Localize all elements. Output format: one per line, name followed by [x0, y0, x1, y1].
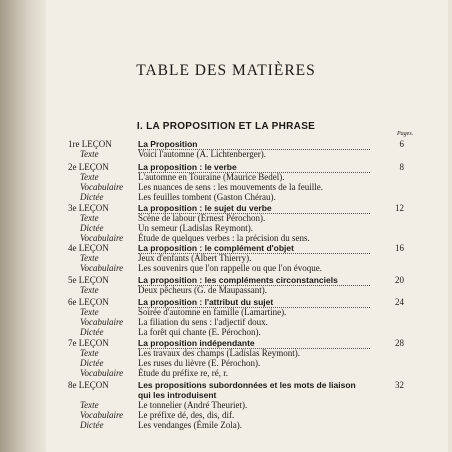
- page-number: 24: [395, 297, 404, 307]
- entry-text: Le tonnelier (André Theuriet).: [138, 400, 248, 410]
- lesson-title: La proposition : le sujet du verbe: [138, 203, 370, 214]
- lesson-title: La proposition : les compléments circonstanciels: [138, 275, 370, 286]
- entry-label: Texte: [80, 172, 99, 182]
- page-number: 12: [395, 203, 404, 213]
- lesson-label: 3e LEÇON: [68, 203, 109, 213]
- entry-label: Texte: [80, 213, 99, 223]
- lesson-title: La proposition : l'attribut du sujet: [138, 297, 370, 308]
- entry-text: La filiation du sens : l'adjectif doux.: [138, 317, 268, 327]
- entry-text: Voici l'automne (A. Lichtenberger).: [138, 149, 266, 159]
- lesson-label: 6e LEÇON: [68, 297, 109, 307]
- page-number: 8: [399, 162, 404, 172]
- lesson-title: La proposition indépendante: [138, 338, 370, 349]
- lesson-label: 1re LEÇON: [68, 139, 112, 149]
- entry-label: Vocabulaire: [80, 233, 124, 243]
- lesson-7: [68, 338, 404, 378]
- entry-text: Les souvenirs que l'on rappelle ou que l'on évoque.: [138, 263, 322, 273]
- entry-text: Étude de quelques verbes : la précision du sens.: [138, 233, 310, 243]
- entry-label: Dictée: [80, 223, 104, 233]
- pages-column-label: Pages.: [397, 131, 414, 137]
- entry-text: Les vendanges (Émile Zola).: [138, 420, 242, 430]
- lesson-6: [68, 297, 404, 337]
- lesson-label: 7e LEÇON: [68, 338, 109, 348]
- entry-text: Jeux d'enfants (Albert Thierry).: [138, 253, 252, 263]
- entry-label: Dictée: [80, 420, 104, 430]
- page-number: 6: [399, 139, 404, 149]
- entry-label: Texte: [80, 253, 99, 263]
- page-number: 20: [395, 275, 404, 285]
- lesson-label: 2e LEÇON: [68, 162, 109, 172]
- lesson-label: 4e LEÇON: [68, 243, 109, 253]
- entry-text: Un semeur (Ladislas Reymont).: [138, 223, 253, 233]
- entry-text: Étude du préfixe re, ré, r.: [138, 368, 228, 378]
- part-heading: I. LA PROPOSITION ET LA PHRASE: [136, 121, 316, 132]
- entry-text: Les ruses du lièvre (E. Pérochon).: [138, 358, 261, 368]
- entry-text: Les nuances de sens : les mouvements de la feuille.: [138, 182, 323, 192]
- entry-text: Deux pêcheurs (G. de Maupassant).: [138, 285, 267, 295]
- entry-text: Scène de labour (Ernest Pérochon).: [138, 213, 266, 223]
- entry-label: Texte: [80, 149, 99, 159]
- entry-label: Texte: [80, 400, 99, 410]
- lesson-8: [68, 380, 404, 430]
- lesson-label: 8e LEÇON: [68, 380, 109, 390]
- page-number: 16: [395, 243, 404, 253]
- lesson-label: 5e LEÇON: [68, 275, 109, 285]
- page-number: 28: [395, 338, 404, 348]
- lesson-title: La proposition : le complément d'objet: [138, 243, 370, 254]
- entry-label: Vocabulaire: [80, 317, 124, 327]
- lesson-title: La proposition : le verbe: [138, 162, 370, 173]
- entry-label: Vocabulaire: [80, 263, 124, 273]
- entry-label: Texte: [80, 307, 99, 317]
- entry-text: Les feuilles tombent (Gaston Chérau).: [138, 192, 276, 202]
- entry-text: Les travaux des champs (Ladislas Reymont).: [138, 348, 300, 358]
- lesson-3: [68, 203, 404, 243]
- lesson-2: [68, 162, 404, 202]
- lesson-4: [68, 243, 404, 273]
- lesson-5: [68, 275, 404, 295]
- lesson-1: [68, 139, 404, 159]
- page-number: 32: [395, 380, 404, 390]
- lesson-title: Les propositions subordonnées et les mots de liaison qui les introduisent: [138, 380, 356, 400]
- entry-label: Vocabulaire: [80, 410, 124, 420]
- entry-text: La forêt qui chante (E. Pérochon).: [138, 327, 261, 337]
- entry-label: Dictée: [80, 192, 104, 202]
- entry-label: Dictée: [80, 358, 104, 368]
- entry-text: L'automne en Touraine (Maurice Bedel).: [138, 172, 285, 182]
- entry-text: Le préfixe dé, des, dis, dif.: [138, 410, 235, 420]
- page-title: TABLE DES MATIÈRES: [136, 62, 316, 79]
- entry-label: Texte: [80, 348, 99, 358]
- entry-label: Vocabulaire: [80, 182, 124, 192]
- entry-text: Soirée d'automne en famille (Lamartine).: [138, 307, 287, 317]
- lesson-title: La Proposition: [138, 139, 370, 150]
- entry-label: Dictée: [80, 327, 104, 337]
- entry-label: Texte: [80, 285, 99, 295]
- entry-label: Vocabulaire: [80, 368, 124, 378]
